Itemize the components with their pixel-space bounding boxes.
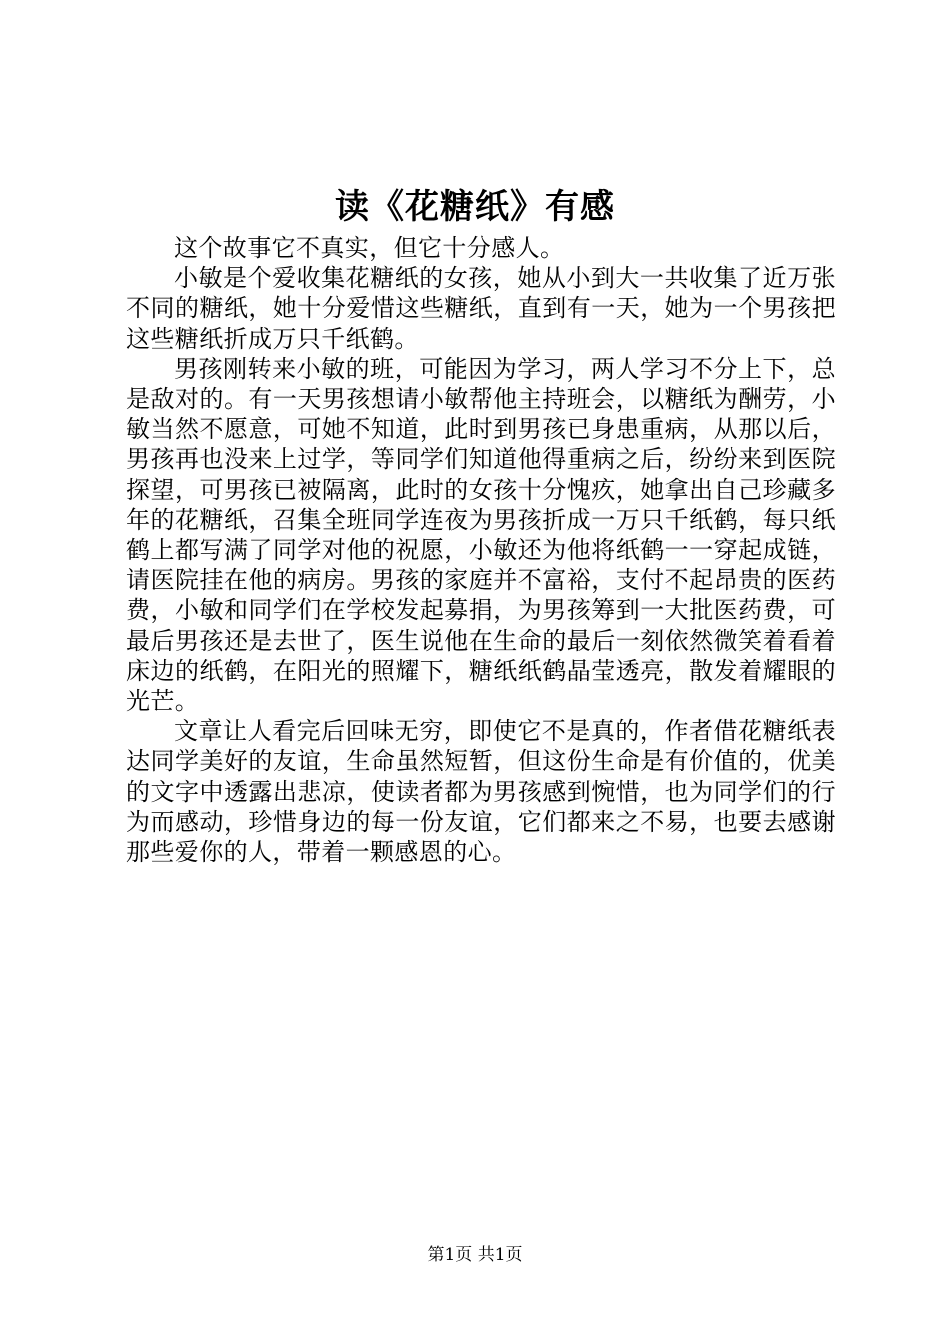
paragraph-1: 这个故事它不真实，但它十分感人。 [174,234,565,262]
paragraph-3: 男孩刚转来小敏的班，可能因为学习，两人学习不分上下，总是敌对的。有一天男孩想请小敏帮他主持班会，以糖纸为酬劳，小敏当然不愿意，可她不知道，此时到男孩已身患重病，从那以后，男孩再也没来上过学，等同学们知道他得重病之后，纷纷来到医院探望，可男孩已被隔离，此时的女孩十分愧疚，她拿出自己珍藏多年的花糖纸，召集全班同学连夜为男孩折成一万只千纸鹤，每只纸鹤上都写满了同学对他的祝愿，小敏还为他将纸鹤一一穿起成链，请医院挂在他的病房。男孩的家庭并不富裕，支付不起昂贵的医药费，小敏和同学们在学校发起募捐，为男孩筹到一大批医药费，可最后男孩还是去世了，医生说他在生命的最后一刻依然微笑着看着床边的纸鹤，在阳光的照耀下，糖纸纸鹤晶莹透亮，散发着耀眼的光芒。 [126,354,836,716]
page-footer: 第1页 共1页 [427,1245,523,1265]
document-body [126,233,836,867]
document-title: 读《花糖纸》有感 [335,187,615,227]
paragraph-4: 文章让人看完后回味无穷，即使它不是真的，作者借花糖纸表达同学美好的友谊，生命虽然短暂，但这份生命是有价值的，优美的文字中透露出悲凉，使读者都为男孩感到惋惜，也为同学们的行为而感动，珍惜身边的每一份友谊，它们都来之不易，也要去感谢那些爱你的人，带着一颗感恩的心。 [126,717,836,867]
paragraph-2: 小敏是个爱收集花糖纸的女孩，她从小到大一共收集了近万张不同的糖纸，她十分爱惜这些糖纸，直到有一天，她为一个男孩把这些糖纸折成万只千纸鹤。 [126,264,836,353]
